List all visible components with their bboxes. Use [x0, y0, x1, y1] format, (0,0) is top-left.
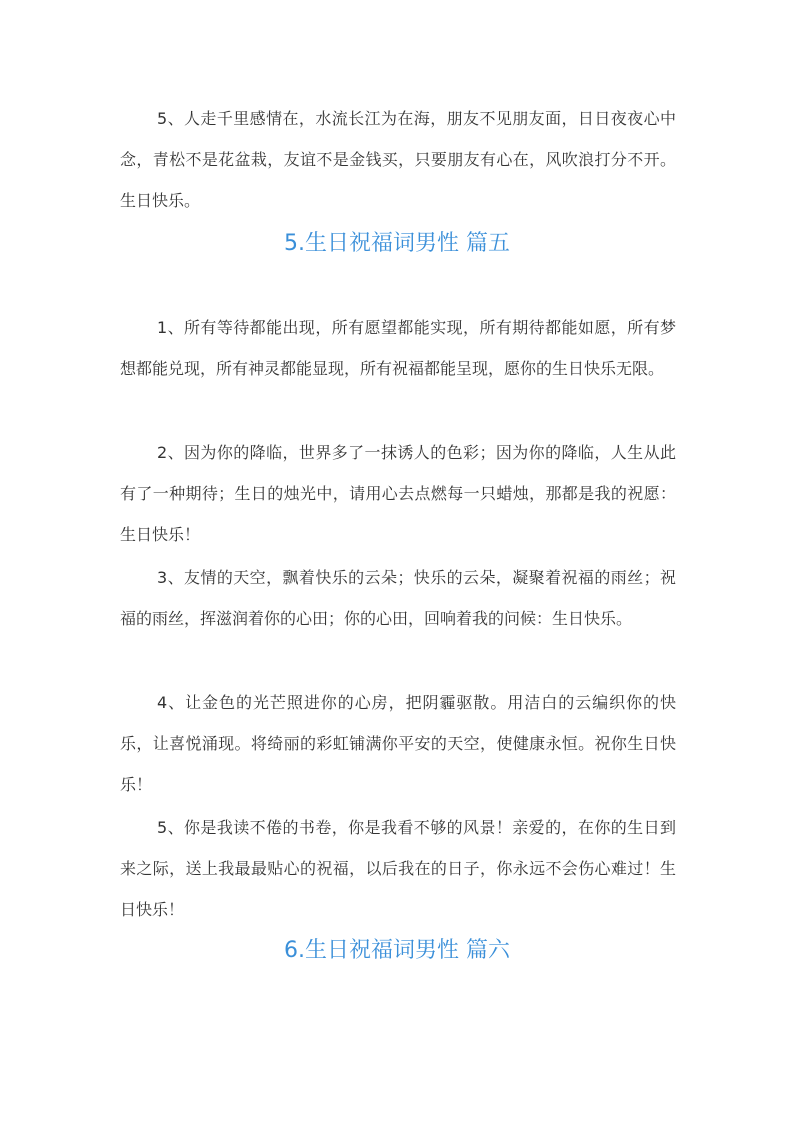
section-5-item-2: 2、因为你的降临，世界多了一抹诱人的色彩；因为你的降临，人生从此有了一种期待；生日的烛光中，请用心去点燃每一只蜡烛，那都是我的祝愿：生日快乐！: [120, 443, 676, 544]
section-heading-6: 6.生日祝福词男性 篇六: [284, 938, 510, 963]
section-5-item-1: 1、所有等待都能出现，所有愿望都能实现，所有期待都能如愿，所有梦想都能兑现，所有神灵都能显现，所有祝福都能呈现，愿你的生日快乐无限。: [120, 318, 676, 378]
paragraph-item-5-previous-section: 5、人走千里感情在，水流长江为在海，朋友不见朋友面，日日夜夜心中念，青松不是花盆栽，友谊不是金钱买，只要朋友有心在，风吹浪打分不开。生日快乐。: [120, 109, 676, 210]
section-heading-5: 5.生日祝福词男性 篇五: [284, 231, 510, 256]
section-5-item-4: 4、让金色的光芒照进你的心房，把阴霾驱散。用洁白的云编织你的快乐，让喜悦涌现。将绮丽的彩虹铺满你平安的天空，使健康永恒。祝你生日快乐！: [120, 693, 676, 794]
section-5-item-3: 3、友情的天空，飘着快乐的云朵；快乐的云朵，凝聚着祝福的雨丝；祝福的雨丝，挥滋润着你的心田；你的心田，回响着我的问候：生日快乐。: [120, 568, 676, 628]
section-5-item-5: 5、你是我读不倦的书卷，你是我看不够的风景！亲爱的，在你的生日到来之际，送上我最最贴心的祝福，以后我在的日子，你永远不会伤心难过！生日快乐！: [120, 818, 676, 919]
